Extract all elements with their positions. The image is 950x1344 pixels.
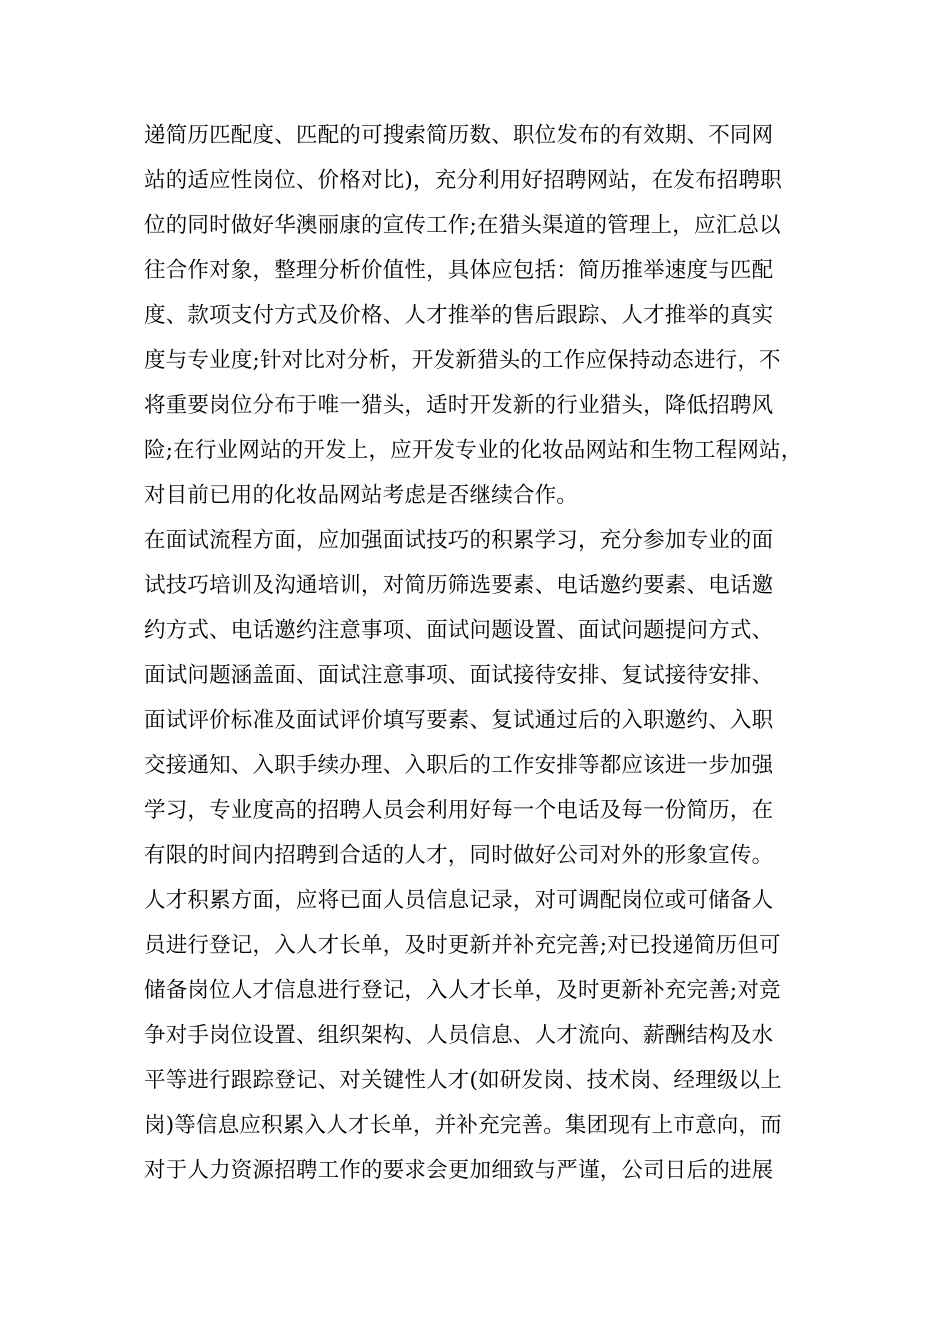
text-line: 度、款项支付方式及价格、人才推举的售后跟踪、人才推举的真实 [144, 303, 774, 328]
text-line: 试技巧培训及沟通培训，对简历筛选要素、电话邀约要素、电话邀 [144, 573, 774, 598]
text-line: 面试问题涵盖面、面试注意事项、面试接待安排、复试接待安排、 [144, 663, 774, 688]
text-line: 站的适应性岗位、价格对比)，充分利用好招聘网站，在发布招聘职 [144, 168, 782, 193]
text-line: 将重要岗位分布于唯一猎头，适时开发新的行业猎头，降低招聘风 [144, 393, 774, 418]
text-line: 学习，专业度高的招聘人员会利用好每一个电话及每一份简历，在 [144, 798, 774, 823]
text-line: 在面试流程方面，应加强面试技巧的积累学习，充分参加专业的面 [144, 528, 774, 553]
text-line: 对目前已用的化妆品网站考虑是否继续合作。 [144, 483, 579, 508]
text-line: 度与专业度;针对比对分析，开发新猎头的工作应保持动态进行，不 [144, 348, 781, 373]
text-line: 交接通知、入职手续办理、入职后的工作安排等都应该进一步加强 [144, 753, 774, 778]
text-line: 员进行登记，入人才长单，及时更新并补充完善;对已投递简历但可 [144, 933, 781, 958]
text-line: 对于人力资源招聘工作的要求会更加细致与严谨，公司日后的进展 [144, 1158, 774, 1183]
text-line: 险;在行业网站的开发上，应开发专业的化妆品网站和生物工程网站， [144, 438, 803, 463]
body-text [144, 113, 814, 1193]
text-line: 面试评价标准及面试评价填写要素、复试通过后的入职邀约、入职 [144, 708, 774, 733]
text-line: 争对手岗位设置、组织架构、人员信息、人才流向、薪酬结构及水 [144, 1023, 774, 1048]
text-line: 位的同时做好华澳丽康的宣传工作;在猎头渠道的管理上，应汇总以 [144, 213, 781, 238]
text-line: 平等进行跟踪登记、对关键性人才(如研发岗、技术岗、经理级以上 [144, 1068, 782, 1093]
text-line: 往合作对象，整理分析价值性，具体应包括：简历推举速度与匹配 [144, 258, 774, 283]
text-line: 约方式、电话邀约注意事项、面试问题设置、面试问题提问方式、 [144, 618, 774, 643]
text-line: 岗)等信息应积累入人才长单，并补充完善。集团现有上市意向，而 [144, 1113, 782, 1138]
text-line: 递简历匹配度、匹配的可搜索简历数、职位发布的有效期、不同网 [144, 123, 774, 148]
text-line: 人才积累方面，应将已面人员信息记录，对可调配岗位或可储备人 [144, 888, 774, 913]
text-line: 有限的时间内招聘到合适的人才，同时做好公司对外的形象宣传。 [144, 843, 774, 868]
text-line: 储备岗位人才信息进行登记，入人才长单，及时更新补充完善;对竞 [144, 978, 781, 1003]
